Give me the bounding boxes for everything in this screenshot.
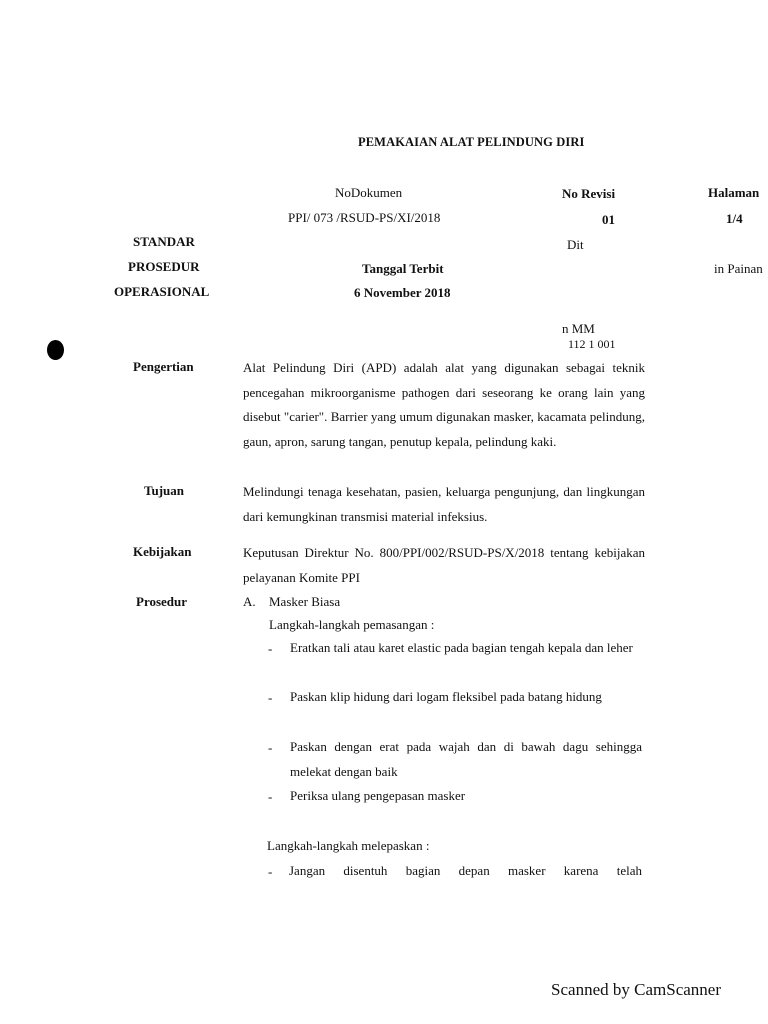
signatory-nip-text: 112 1 001 (568, 337, 616, 351)
scanner-watermark: Scanned by CamScanner (551, 980, 721, 999)
kebijakan-label: Kebijakan (133, 544, 192, 559)
sop-title-line2: PROSEDUR (128, 259, 200, 274)
melepaskan-heading: Langkah-langkah melepaskan : (267, 838, 430, 853)
no-revisi-label: No Revisi (562, 186, 616, 201)
list-bullet: - (268, 641, 273, 656)
document-title: PEMAKAIAN ALAT PELINDUNG DIRI (358, 135, 585, 149)
pemasangan-step-3: Paskan dengan erat pada wajah dan di bawah dagu sehingga melekat dengan baik (290, 739, 642, 779)
pemasangan-step-4: Periksa ulang pengepasan masker (290, 788, 466, 803)
melepaskan-step-1: Jangan disentuh bagian depan masker karena telah (289, 863, 642, 878)
signatory-mm-text: n MM (562, 321, 595, 336)
halaman-value: 1/4 (726, 211, 743, 226)
list-bullet: - (268, 789, 273, 804)
painan-text: in Painan (714, 261, 763, 276)
no-revisi-value: 01 (602, 212, 615, 227)
list-bullet: - (268, 740, 273, 755)
tanggal-terbit-label: Tanggal Terbit (362, 261, 444, 276)
pengertian-text: Alat Pelindung Diri (APD) adalah alat yang digunakan sebagai teknik pencegahan mikroorganisme pathogen dari seseorang ke orang lain yang disebut "carier". Barrier yang umum digunakan masker, kacamata pelindung, gaun, apron, sarung tangan, penutup kepala, pelindung kaki. (243, 360, 645, 449)
list-bullet: - (268, 864, 273, 879)
list-bullet: - (268, 690, 273, 705)
tujuan-text: Melindungi tenaga kesehatan, pasien, keluarga pengunjung, dan lingkungan dari kemungkinan transmisi material infeksius. (243, 484, 645, 524)
kebijakan-text: Keputusan Direktur No. 800/PPI/002/RSUD-PS/X/2018 tentang kebijakan pelayanan Komite PPI (243, 545, 645, 585)
dit-text: Dit (567, 237, 584, 252)
sop-title-line3: OPERASIONAL (114, 284, 210, 299)
prosedur-a-marker: A. (243, 594, 256, 609)
no-dokumen-value: PPI/ 073 /RSUD-PS/XI/2018 (288, 210, 441, 225)
punch-hole-mark (47, 340, 64, 360)
prosedur-a-title: Masker Biasa (269, 594, 341, 609)
pengertian-label: Pengertian (133, 359, 194, 374)
sop-title-line1: STANDAR (133, 234, 195, 249)
pemasangan-heading: Langkah-langkah pemasangan : (269, 617, 435, 632)
tujuan-label: Tujuan (144, 483, 184, 498)
pemasangan-step-1: Eratkan tali atau karet elastic pada bagian tengah kepala dan leher (290, 640, 633, 655)
prosedur-label: Prosedur (136, 594, 188, 609)
tanggal-terbit-value: 6 November 2018 (354, 285, 451, 300)
no-dokumen-label: NoDokumen (335, 185, 403, 200)
pemasangan-step-2: Paskan klip hidung dari logam fleksibel pada batang hidung (290, 689, 602, 704)
halaman-label: Halaman (708, 185, 760, 200)
